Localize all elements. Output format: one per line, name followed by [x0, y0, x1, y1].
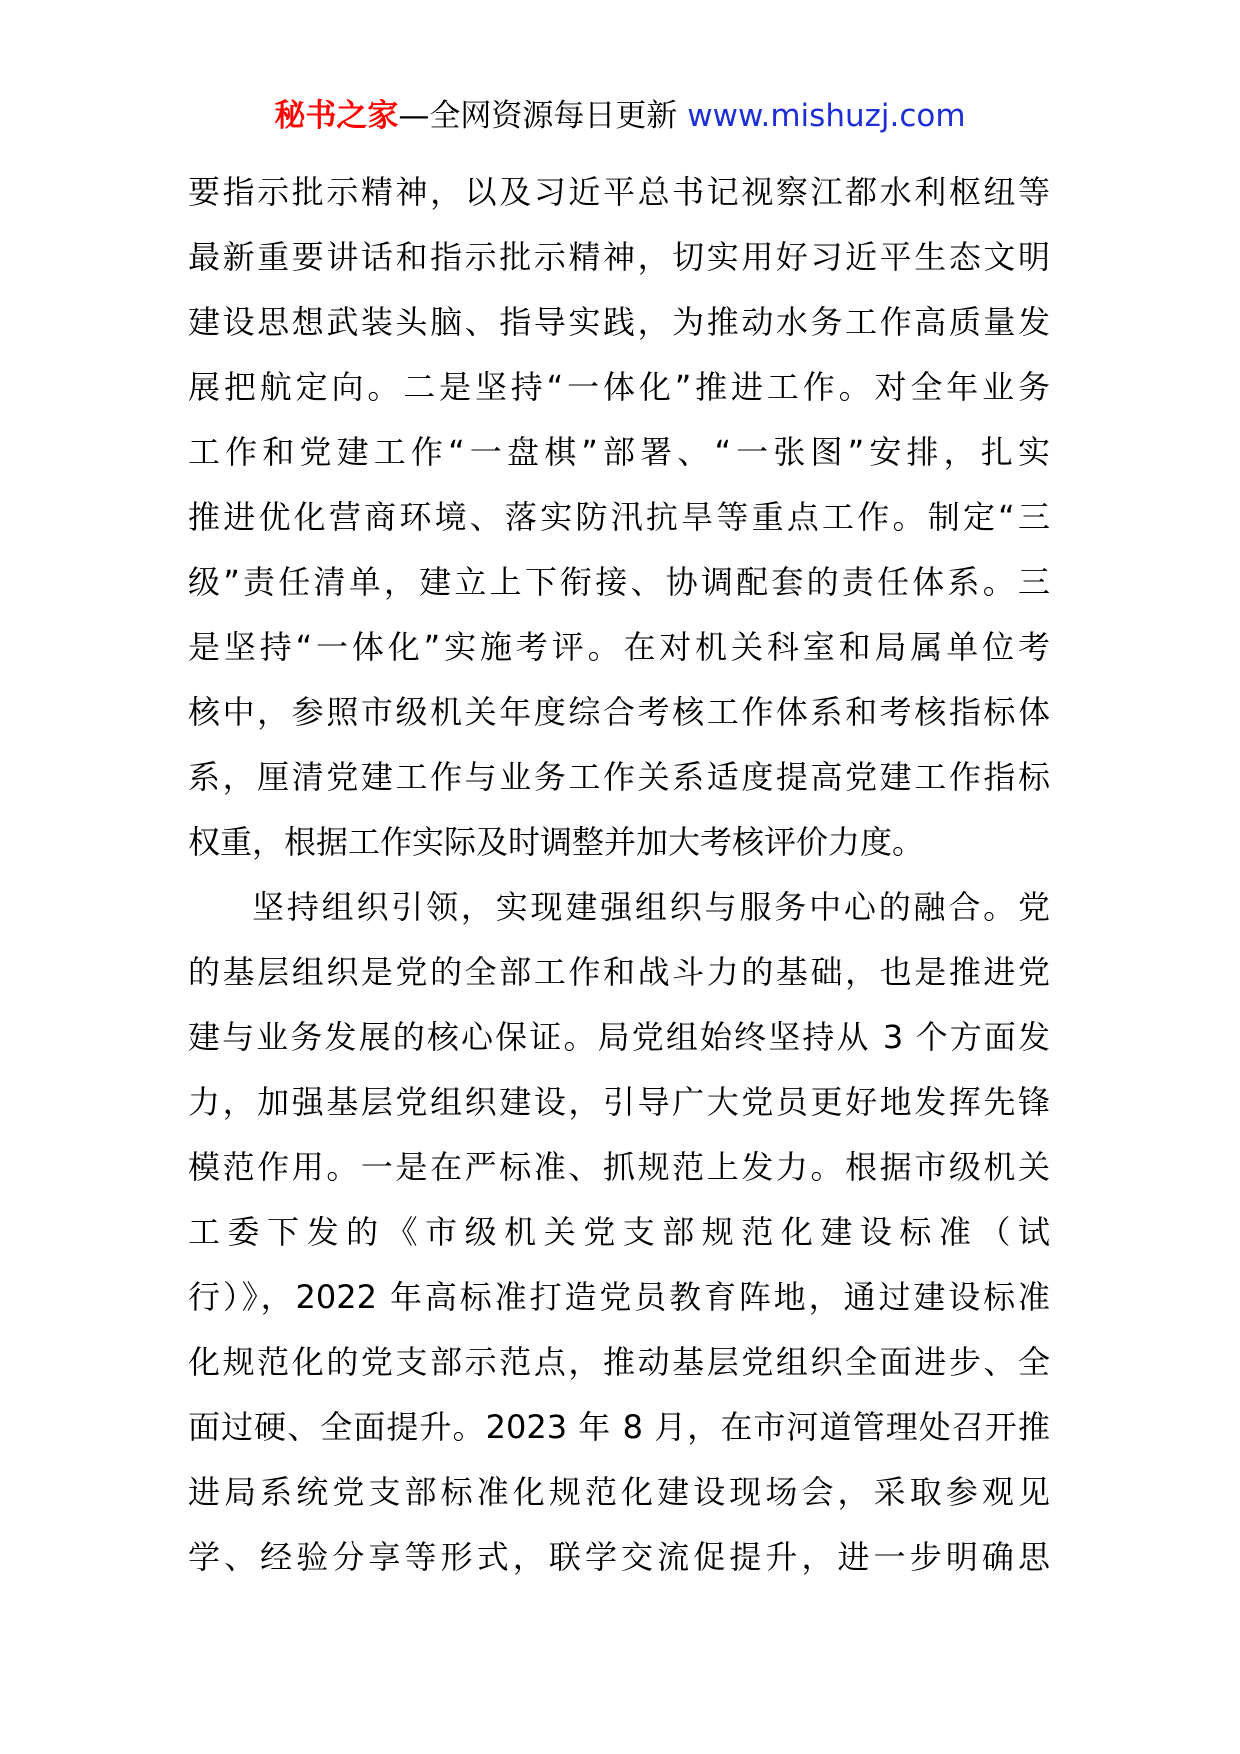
- text-line: 建设思想武装头脑、指导实践，为推动水务工作高质量发: [188, 303, 1050, 341]
- paragraph-1: [188, 160, 1050, 875]
- text-line: 系，厘清党建工作与业务工作关系适度提高党建工作指标: [188, 758, 1050, 796]
- text-line: 学、经验分享等形式，联学交流促提升，进一步明确思: [188, 1538, 1050, 1576]
- text-line: 工委下发的《市级机关党支部规范化建设标准（试: [188, 1213, 1050, 1251]
- text-line: 推进优化营商环境、落实防汛抗旱等重点工作。制定“三: [188, 498, 1050, 536]
- text-line: 建与业务发展的核心保证。局党组始终坚持从 3 个方面发: [188, 1018, 1050, 1056]
- text-line: 权重，根据工作实际及时调整并加大考核评价力度。: [188, 823, 925, 861]
- site-url-link[interactable]: www.mishuzj.com: [687, 98, 966, 134]
- text-line: 力，加强基层党组织建设，引导广大党员更好地发挥先锋: [188, 1083, 1050, 1121]
- text-line: 化规范化的党支部示范点，推动基层党组织全面进步、全: [188, 1343, 1050, 1381]
- text-line: 工作和党建工作“一盘棋”部署、“一张图”安排，扎实: [188, 433, 1050, 471]
- text-line: 要指示批示精神，以及习近平总书记视察江都水利枢纽等: [188, 173, 1050, 211]
- text-line: 的基层组织是党的全部工作和战斗力的基础，也是推进党: [188, 953, 1050, 991]
- text-line: 行）》，2022 年高标准打造党员教育阵地，通过建设标准: [188, 1278, 1050, 1316]
- page-header: [0, 96, 1240, 136]
- header-tagline: —全网资源每日更新: [398, 98, 678, 134]
- text-line: 是坚持“一体化”实施考评。在对机关科室和局属单位考: [188, 628, 1050, 666]
- brand-name: 秘书之家: [274, 98, 399, 134]
- text-line: 最新重要讲话和指示批示精神，切实用好习近平生态文明: [188, 238, 1050, 276]
- text-line: 展把航定向。二是坚持“一体化”推进工作。对全年业务: [188, 368, 1050, 406]
- text-line: 坚持组织引领，实现建强组织与服务中心的融合。党: [252, 888, 1050, 926]
- paragraph-2: [188, 875, 1050, 1590]
- text-line: 进局系统党支部标准化规范化建设现场会，采取参观见: [188, 1473, 1050, 1511]
- text-line: 面过硬、全面提升。2023 年 8 月，在市河道管理处召开推: [188, 1408, 1050, 1446]
- document-body: [188, 160, 1050, 1590]
- text-line: 级”责任清单，建立上下衔接、协调配套的责任体系。三: [188, 563, 1050, 601]
- text-line: 核中，参照市级机关年度综合考核工作体系和考核指标体: [188, 693, 1050, 731]
- text-line: 模范作用。一是在严标准、抓规范上发力。根据市级机关: [188, 1148, 1050, 1186]
